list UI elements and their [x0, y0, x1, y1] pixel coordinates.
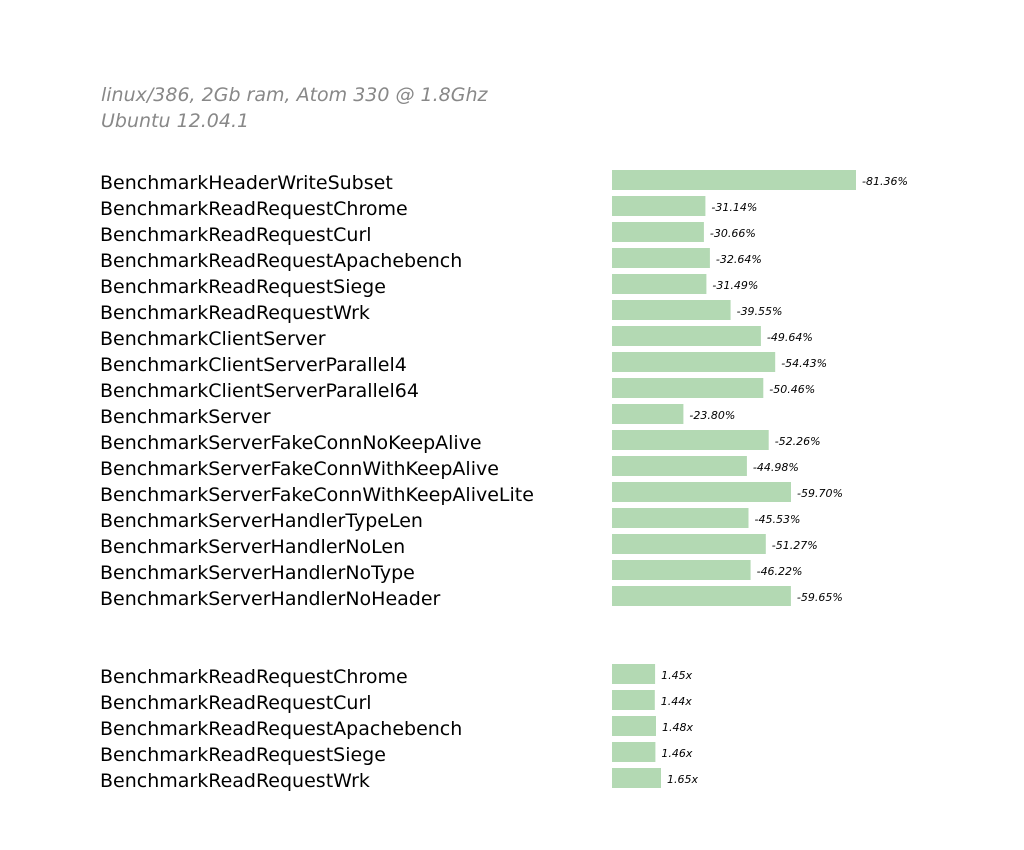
category-label: BenchmarkReadRequestSiege [100, 744, 386, 766]
bar [612, 430, 769, 450]
value-label: 1.44x [660, 695, 692, 708]
bar [612, 352, 775, 372]
category-label: BenchmarkHeaderWriteSubset [100, 172, 393, 194]
bar [612, 742, 655, 762]
bar [612, 664, 655, 684]
value-label: -49.64% [766, 331, 813, 344]
category-label: BenchmarkReadRequestCurl [100, 224, 372, 246]
bar [612, 274, 706, 294]
bar [612, 690, 655, 710]
bar [612, 196, 705, 216]
category-label: BenchmarkServer [100, 406, 271, 428]
value-label: -50.46% [769, 383, 816, 396]
category-label: BenchmarkClientServer [100, 328, 326, 350]
bar [612, 560, 751, 580]
value-label: -59.65% [796, 591, 843, 604]
bar [612, 716, 656, 736]
value-label: -30.66% [709, 227, 756, 240]
value-label: 1.48x [662, 721, 694, 734]
category-label: BenchmarkServerFakeConnWithKeepAlive [100, 458, 499, 480]
category-label: BenchmarkServerHandlerTypeLen [100, 510, 423, 532]
bar [612, 482, 791, 502]
category-label: BenchmarkReadRequestChrome [100, 666, 408, 688]
value-label: -31.14% [711, 201, 758, 214]
value-label: -39.55% [736, 305, 783, 318]
value-label: -44.98% [752, 461, 799, 474]
category-label: BenchmarkServerHandlerNoLen [100, 536, 406, 558]
bar [612, 378, 763, 398]
category-label: BenchmarkServerFakeConnWithKeepAliveLite [100, 484, 534, 506]
bar [612, 222, 704, 242]
category-label: BenchmarkServerFakeConnNoKeepAlive [100, 432, 482, 454]
value-label: -51.27% [771, 539, 818, 552]
value-label: -32.64% [715, 253, 762, 266]
bar [612, 248, 710, 268]
value-label: -54.43% [781, 357, 828, 370]
category-label: BenchmarkReadRequestChrome [100, 198, 408, 220]
bar [612, 404, 683, 424]
category-label: BenchmarkReadRequestWrk [100, 770, 370, 792]
subtitle-os: Ubuntu 12.04.1 [101, 110, 250, 132]
value-label: 1.65x [667, 773, 699, 786]
bar [612, 300, 731, 320]
value-label: 1.46x [661, 747, 693, 760]
bar [612, 586, 791, 606]
bar [612, 326, 761, 346]
subtitle-system: linux/386, 2Gb ram, Atom 330 @ 1.8Ghz [101, 84, 488, 106]
value-label: -52.26% [774, 435, 821, 448]
category-label: BenchmarkReadRequestApachebench [100, 250, 463, 272]
value-label: -23.80% [689, 409, 736, 422]
value-label: 1.45x [661, 669, 693, 682]
category-label: BenchmarkClientServerParallel64 [100, 380, 419, 402]
category-label: BenchmarkReadRequestWrk [100, 302, 370, 324]
bar [612, 534, 766, 554]
value-label: -46.22% [756, 565, 803, 578]
value-label: -81.36% [862, 175, 908, 188]
category-label: BenchmarkReadRequestCurl [100, 692, 372, 714]
category-label: BenchmarkReadRequestApachebench [100, 718, 463, 740]
category-label: BenchmarkServerHandlerNoType [100, 562, 415, 584]
value-label: -45.53% [754, 513, 801, 526]
category-label: BenchmarkClientServerParallel4 [100, 354, 407, 376]
category-label: BenchmarkServerHandlerNoHeader [100, 588, 441, 610]
bar [612, 508, 749, 528]
value-label: -31.49% [712, 279, 759, 292]
bar [612, 768, 661, 788]
category-label: BenchmarkReadRequestSiege [100, 276, 386, 298]
bar [612, 170, 856, 190]
value-label: -59.70% [797, 487, 843, 500]
bar [612, 456, 747, 476]
